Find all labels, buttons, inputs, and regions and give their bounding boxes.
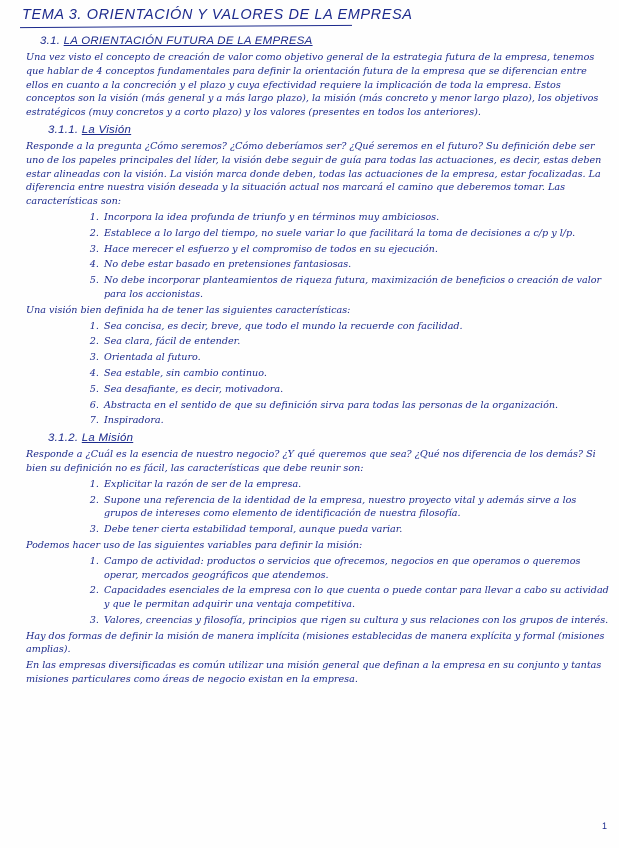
list-item: 6. Abstracta en el sentido de que su definición sirva para todas las personas de la organización. [102, 399, 610, 413]
section-heading-3-1-2 [48, 430, 610, 446]
list-item: 2. Sea clara, fácil de entender. [102, 335, 610, 349]
section-title: La Misión [81, 432, 134, 445]
list-item: 2. Supone una referencia de la identidad de la empresa, nuestro proyecto vital y además sirve a los grupos de intereses como elemento de identificación de nuestra filosofía. [102, 494, 610, 522]
notes-body [26, 33, 610, 689]
list-item: 5. Sea desafiante, es decir, motivadora. [102, 383, 610, 397]
mission-forms: Hay dos formas de definir la misión de manera implícita (misiones establecidas de manera explícita y formal (misiones amplias). [26, 630, 605, 656]
section-title: LA ORIENTACIÓN FUTURA DE LA EMPRESA [63, 35, 313, 47]
list-item: 3. Orientada al futuro. [102, 351, 610, 365]
list-item: 2. Establece a lo largo del tiempo, no suele variar lo que facilitará la toma de decisiones a c/p y l/p. [102, 227, 610, 241]
diversified-companies: En las empresas diversificadas es común utilizar una misión general que definan a la empresa en su conjunto y tantas misiones particulares como áreas de negocio existan en la empresa. [26, 660, 602, 686]
list-item: 2. Capacidades esenciales de la empresa con lo que cuenta o puede contar para llevar a cabo su actividad y que le permitan adquirir una ventaja competitiva. [102, 584, 610, 612]
section-number: 3.1. [40, 35, 61, 47]
good-vision-intro: Una visión bien definida ha de tener las siguientes características: [26, 304, 351, 316]
mission-requirements-list [80, 478, 610, 537]
list-item: 3. Debe tener cierta estabilidad temporal, aunque pueda variar. [102, 523, 610, 537]
section-3-1-intro: Una vez visto el concepto de creación de valor como objetivo general de la estrategia futura de la empresa, tenemos que hablar de 4 conceptos fundamentales para definir la orientación futura de la empresa que se diferencian entre ellos en cuanto a la concreción y el plazo y cuya efectividad requiere la implicación de toda la empresa. Estos conceptos son la visión (más general y a más largo plazo), la misión (más concreto y menor largo plazo), los objetivos estratégicos (muy concretos y a corto plazo) y los valores (presentes en todos los anteriores). [26, 52, 599, 119]
list-item: 7. Inspiradora. [102, 414, 610, 428]
list-item: 5. No debe incorporar planteamientos de riqueza futura, maximización de beneficios o creación de valor para los accionistas. [102, 274, 610, 302]
variables-intro: Podemos hacer uso de las siguientes variables para definir la misión: [26, 539, 363, 551]
mission-variables-list [80, 555, 610, 628]
section-heading-3-1-1 [48, 122, 610, 138]
page-title: TEMA 3. ORIENTACIÓN Y VALORES DE LA EMPRESA [22, 7, 413, 23]
title-underline [20, 25, 352, 29]
list-item: 3. Valores, creencias y filosofía, principios que rigen su cultura y sus relaciones con los grupos de interés. [102, 614, 610, 628]
list-item: 1. Campo de actividad: productos o servicios que ofrecemos, negocios en que operamos o queremos operar, mercados geográficos que atendemos. [102, 555, 610, 583]
list-item: 1. Explicitar la razón de ser de la empresa. [102, 478, 610, 492]
section-number: 3.1.1. [48, 123, 79, 136]
vision-characteristics-list [80, 211, 610, 302]
list-item: 4. Sea estable, sin cambio continuo. [102, 367, 610, 381]
mission-intro: Responde a ¿Cuál es la esencia de nuestro negocio? ¿Y qué queremos que sea? ¿Qué nos diferencia de los demás? Si bien su definición no es fácil, las características que debe reunir son: [26, 449, 596, 474]
page-number: 1 [601, 821, 607, 831]
vision-intro: Responde a la pregunta ¿Cómo seremos? ¿Cómo deberíamos ser? ¿Qué seremos en el futuro? Su definición debe ser uno de los papeles principales del líder, la visión debe seguir de guía para todas las actuaciones, es decir, estas deben estar alineadas con la visión. La visión marca donde deben, todas las actuaciones de la empresa, estar focalizadas. La diferencia entre nuestra visión deseada y la situación actual nos marcará el camino que deberemos tomar. Las características son: [26, 140, 602, 208]
section-heading-3-1 [40, 33, 610, 49]
list-item: 4. No debe estar basado en pretensiones fantasiosas. [102, 258, 610, 272]
section-number: 3.1.2. [48, 432, 79, 445]
section-title: La Visión [81, 123, 132, 136]
good-vision-list [80, 320, 610, 429]
list-item: 1. Incorpora la idea profunda de triunfo y en términos muy ambiciosos. [102, 211, 610, 225]
list-item: 3. Hace merecer el esfuerzo y el compromiso de todos en su ejecución. [102, 243, 610, 257]
list-item: 1. Sea concisa, es decir, breve, que todo el mundo la recuerde con facilidad. [102, 320, 610, 334]
